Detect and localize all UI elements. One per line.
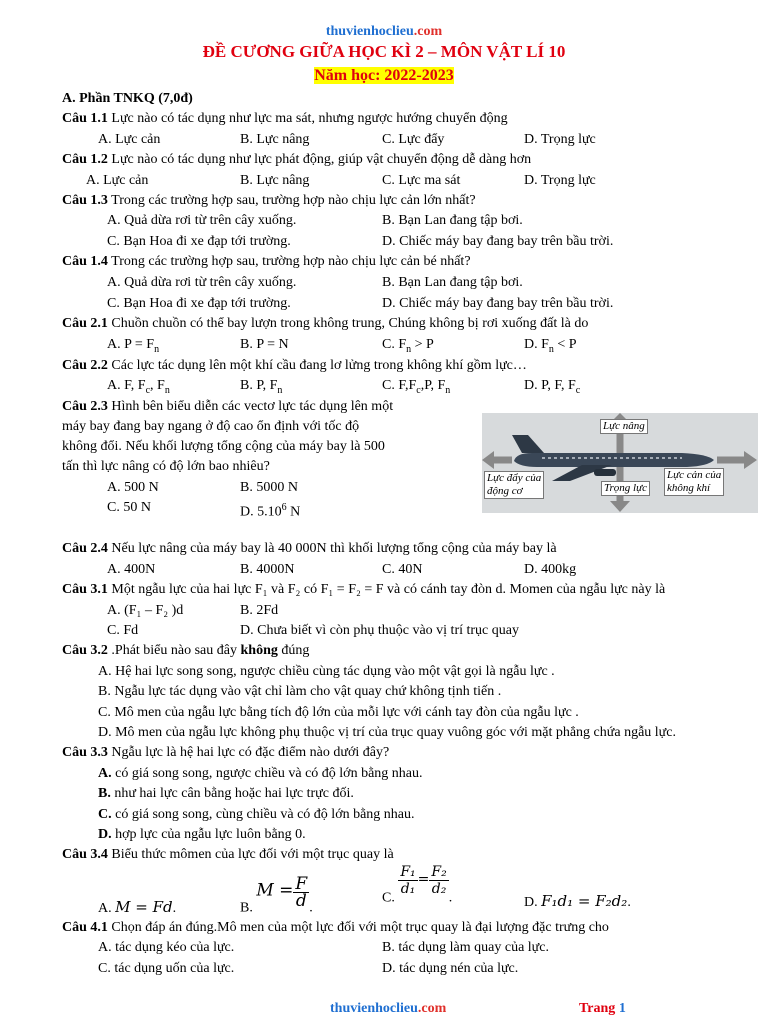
answer-a: A. F, $F_c$, $F_n$ [107, 378, 170, 396]
answer-b: B. Ngẫu lực tác dụng vào vật chỉ làm cho vật quay chứ không tịnh tiến . [98, 684, 502, 699]
answer-a: A. Quả dừa rơi từ trên cây xuống. [107, 275, 297, 290]
answer-a: A. Lực cản [98, 132, 161, 147]
question-2-4: Câu 2.4 Nếu lực nâng của máy bay là 40 000N thì khối lượng tổng cộng của máy bay là [62, 541, 557, 556]
question-3-2: Câu 3.2 .Phát biểu nào sau đây không đúng [62, 643, 310, 658]
footer-site-name: thuvienhoclieu.com [330, 1001, 447, 1016]
question-2-1: Câu 2.1 Chuồn chuồn có thể bay lượn trong không trung, Chúng không bị rơi xuống đất là do [62, 316, 589, 331]
answer-b: B. P = N [240, 337, 289, 352]
drag-label: Lực cản của không khí [664, 468, 724, 496]
answer-b: B. Bạn Lan đang tập bơi. [382, 213, 523, 228]
answer-b: B. P, $F_n$ [240, 378, 283, 396]
section-heading: A. Phần TNKQ (7,0đ) [62, 91, 193, 106]
answer-c: C. $F,F_c,P$, $F_n$ [382, 378, 451, 396]
answer-c: C. Fd [107, 623, 139, 638]
answer-a: A. $P = F_n$ [107, 337, 160, 355]
answer-b: B. 5000 N [240, 480, 298, 495]
answer-a: A. 400N [107, 562, 156, 577]
site-name: thuvienhoclieu.com [325, 24, 443, 39]
airplane-force-diagram [482, 413, 758, 513]
answer-c: C. Lực đẩy [382, 132, 445, 147]
answer-c: C. 50 N [107, 500, 151, 515]
answer-c: C. 40N [382, 562, 423, 577]
answer-d: D. 400kg [524, 562, 577, 577]
answer-d: D. $F_n < P$ [524, 337, 577, 355]
answer-b: B. M = $\frac{F}{d}$ . [240, 874, 313, 916]
thrust-label: Lực đẩy của động cơ [484, 471, 544, 499]
question-3-1: Câu 3.1 Một ngẫu lực của hai lực F₁ và F₂ có F₁ = F₂ = F và có cánh tay đòn d. Momen của ngẫu lực này là [62, 582, 666, 597]
answer-c: C. có giá song song, cùng chiều và có độ lớn bằng nhau. [98, 807, 415, 822]
answer-c: C. Bạn Hoa đi xe đạp tới trường. [107, 234, 291, 249]
answer-d: D. hợp lực của ngẫu lực luôn bằng 0. [98, 827, 306, 842]
page-number: Trang 1 [579, 1001, 626, 1016]
answer-d: D. P, F, $F_c$ [524, 378, 581, 396]
answer-b: B. 2Fd [240, 603, 279, 618]
answer-d: D. Mô men của ngẫu lực không phụ thuộc vị trí của trục quay vuông góc với mặt phẳng chứa ngẫu lực. [98, 725, 676, 740]
document-title: ĐỀ CƯƠNG GIỮA HỌC KÌ 2 – MÔN VẬT LÍ 10 [202, 42, 566, 61]
answer-d: D. 5.10$^6$ N [240, 502, 301, 520]
lift-label: Lực nâng [600, 419, 648, 434]
school-year: Năm học: 2022-2023 [314, 67, 454, 84]
question-text-line: tấn thì lực nâng có độ lớn bao nhiêu? [62, 459, 270, 474]
answer-a: A. M = Fd. [98, 898, 177, 916]
answer-b: B. 4000N [240, 562, 295, 577]
answer-c: C. $F_n > P$ [382, 337, 434, 355]
answer-b: B. Lực nâng [240, 132, 310, 147]
question-1-1: Câu 1.1 Lực nào có tác dụng như lực ma sát, nhưng ngược hướng chuyển động [62, 111, 508, 126]
question-2-3: Câu 2.3 Hình bên biểu diễn các vectơ lực tác dụng lên một [62, 399, 394, 414]
answer-c: C. Lực ma sát [382, 173, 461, 188]
answer-a: A. Quả dừa rơi từ trên cây xuống. [107, 213, 297, 228]
answer-d: D. tác dụng nén của lực. [382, 961, 519, 976]
answer-d: D. Trọng lực [524, 132, 596, 147]
question-1-2: Câu 1.2 Lực nào có tác dụng như lực phát động, giúp vật chuyển động dễ dàng hơn [62, 152, 532, 167]
answer-b: B. như hai lực cân bằng hoặc hai lực trực đối. [98, 786, 354, 801]
answer-c: C. $\frac{\text{F₁}}{\text{d₁}}$ = $\frac{\text{F₂}}{\text{d₂}}$ . [382, 864, 453, 906]
question-3-4: Câu 3.4 Biểu thức mômen của lực đối với một trục quay là [62, 847, 394, 862]
answer-d: D. Chưa biết vì còn phụ thuộc vào vị trí trục quay [240, 623, 519, 638]
answer-d: D. Trọng lực [524, 173, 596, 188]
answer-c: C. Bạn Hoa đi xe đạp tới trường. [107, 296, 291, 311]
answer-a: A. Hệ hai lực song song, ngược chiều cùng tác dụng vào một vật gọi là ngẫu lực . [98, 664, 555, 679]
answer-b: B. tác dụng làm quay của lực. [382, 940, 549, 955]
answer-b: B. Bạn Lan đang tập bơi. [382, 275, 523, 290]
answer-d: D. Chiếc máy bay đang bay trên bầu trời. [382, 296, 614, 311]
answer-b: B. Lực nâng [240, 173, 310, 188]
answer-a: A. tác dụng kéo của lực. [98, 940, 235, 955]
question-1-3: Câu 1.3 Trong các trường hợp sau, trường hợp nào chịu lực cản lớn nhất? [62, 193, 476, 208]
question-text-line: máy bay đang bay ngang ở độ cao ổn định với tốc độ [62, 419, 360, 434]
question-2-2: Câu 2.2 Các lực tác dụng lên một khí cầu đang lơ lửng trong không khí gồm lực… [62, 358, 527, 373]
answer-a: A. 500 N [107, 480, 159, 495]
question-1-4: Câu 1.4 Trong các trường hợp sau, trường hợp nào chịu lực cản bé nhất? [62, 254, 471, 269]
weight-label: Trọng lực [601, 481, 650, 496]
question-4-1: Câu 4.1 Chọn đáp án đúng.Mô men của một lực đối với một trục quay là đại lượng đặc trưng cho [62, 920, 609, 935]
question-3-3: Câu 3.3 Ngẫu lực là hệ hai lực có đặc điểm nào dưới đây? [62, 745, 390, 760]
answer-c: C. Mô men của ngẫu lực bằng tích độ lớn của mỗi lực với cánh tay đòn của ngẫu lực . [98, 705, 579, 720]
answer-d: D. Chiếc máy bay đang bay trên bầu trời. [382, 234, 614, 249]
question-text-line: không đổi. Nếu khối lượng tổng cộng của máy bay là 500 [62, 439, 385, 454]
answer-a: A. (F₁ – F₂ )d [107, 603, 184, 618]
answer-a: A. Lực cản [86, 173, 149, 188]
answer-d: D. F₁d₁ = F₂d₂. [524, 892, 631, 910]
answer-a: A. có giá song song, ngược chiều và có độ lớn bằng nhau. [98, 766, 423, 781]
answer-c: C. tác dụng uốn của lực. [98, 961, 235, 976]
